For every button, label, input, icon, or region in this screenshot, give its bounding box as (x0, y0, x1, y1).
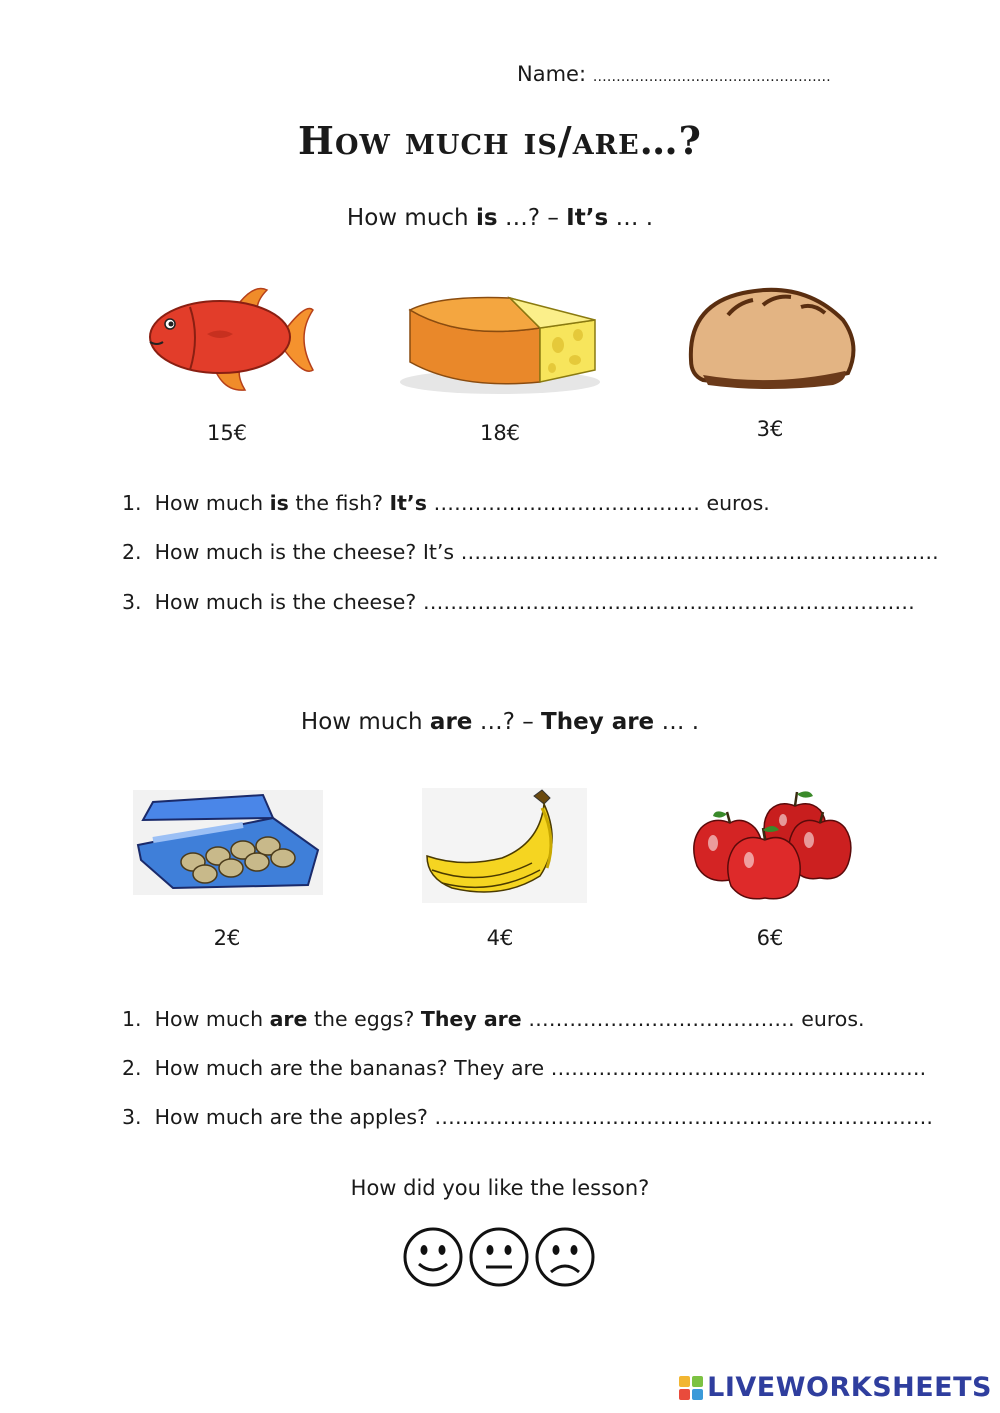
name-label: Name: (517, 62, 587, 86)
page-title: How much is/are…? (298, 118, 702, 163)
question-1-2 (122, 540, 939, 564)
price-fish: 15€ (206, 421, 248, 445)
price-bread: 3€ (756, 417, 784, 441)
question-text: the fish? (288, 491, 390, 515)
question-1-3 (122, 590, 915, 614)
answer-blank[interactable]: How much are the bananas? They are ………………………………………………. (154, 1056, 927, 1080)
subtitle-bold: is (475, 205, 498, 231)
question-1-1 (122, 491, 770, 515)
apples-icon (685, 788, 855, 903)
price-apples: 6€ (756, 926, 784, 950)
subtitle-text: …? – (472, 709, 542, 735)
section2-subtitle (0, 709, 1000, 735)
liveworksheets-logo (679, 1372, 992, 1403)
brand-tile (679, 1389, 690, 1400)
subtitle-text: How much (346, 205, 476, 231)
question-number: 1. (122, 491, 142, 515)
fish-icon (145, 282, 315, 397)
question-text: the eggs? (307, 1007, 421, 1031)
subtitle-bold: are (429, 709, 473, 735)
brand-logo-icon (679, 1376, 703, 1400)
answer-blank[interactable]: ………………………………… euros. (426, 491, 770, 515)
neutral-face-icon[interactable] (468, 1226, 530, 1288)
bananas-icon (422, 788, 587, 903)
question-number: 2. (122, 1056, 142, 1080)
price-bananas: 4€ (486, 926, 514, 950)
answer-blank[interactable]: How much is the cheese? ……………………………………………………………… (154, 590, 915, 614)
section1-subtitle (0, 205, 1000, 231)
price-eggs: 2€ (213, 926, 241, 950)
bread-icon (683, 285, 858, 390)
question-bold: They are (420, 1007, 522, 1031)
name-field[interactable]: …………………………………………… (592, 69, 831, 85)
question-number: 1. (122, 1007, 142, 1031)
sad-face-icon[interactable] (534, 1226, 596, 1288)
question-2-2 (122, 1056, 926, 1080)
answer-blank[interactable]: How much are the apples? ………………………………………………………………. (154, 1105, 933, 1129)
subtitle-bold: They are (541, 709, 655, 735)
price-cheese: 18€ (479, 421, 521, 445)
happy-face-icon[interactable] (402, 1226, 464, 1288)
question-text: How much (154, 491, 270, 515)
question-bold: are (269, 1007, 308, 1031)
subtitle-text: …? – (497, 205, 567, 231)
question-number: 2. (122, 540, 142, 564)
subtitle-text: … . (654, 709, 700, 735)
subtitle-text: How much (300, 709, 430, 735)
question-bold: is (269, 491, 289, 515)
question-2-1 (122, 1007, 865, 1031)
brand-tile (679, 1376, 690, 1387)
question-2-3 (122, 1105, 933, 1129)
subtitle-bold: It’s (566, 205, 609, 231)
question-bold: It’s (389, 491, 427, 515)
brand-tile (692, 1389, 703, 1400)
feedback-question: How did you like the lesson? (350, 1176, 650, 1200)
eggs-icon (133, 790, 323, 895)
brand-tile (692, 1376, 703, 1387)
question-text: How much (154, 1007, 270, 1031)
cheese-icon (400, 290, 605, 395)
name-line (517, 62, 831, 86)
question-number: 3. (122, 1105, 142, 1129)
question-number: 3. (122, 590, 142, 614)
answer-blank[interactable]: How much is the cheese? It’s ……………………………………………………………. (154, 540, 939, 564)
subtitle-text: … . (608, 205, 654, 231)
brand-text: LIVEWORKSHEETS (707, 1372, 992, 1403)
answer-blank[interactable]: ………………………………… euros. (521, 1007, 865, 1031)
